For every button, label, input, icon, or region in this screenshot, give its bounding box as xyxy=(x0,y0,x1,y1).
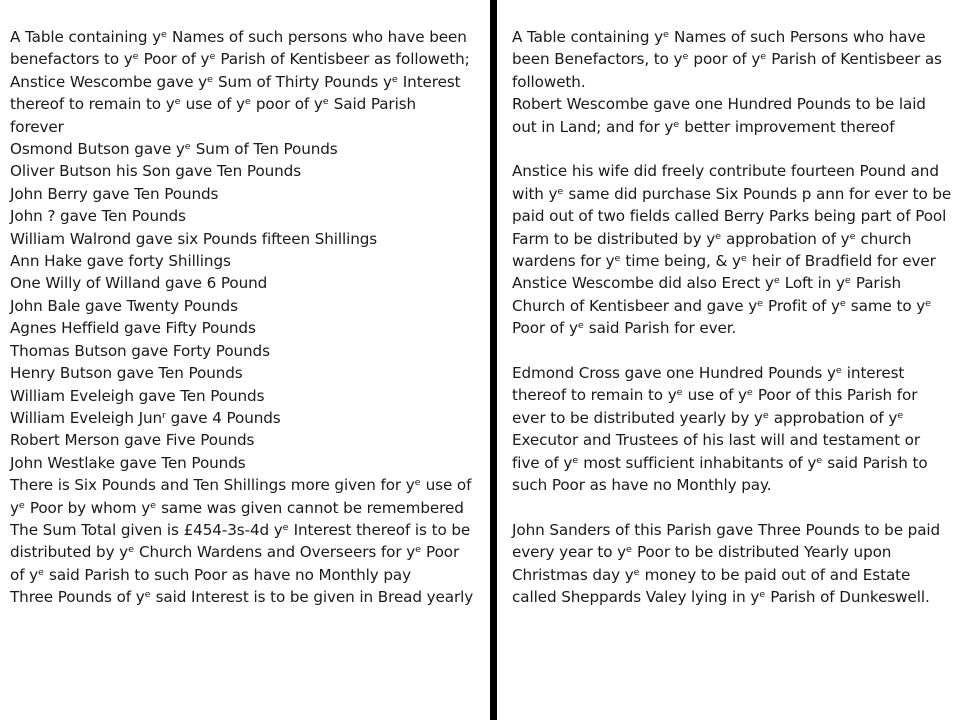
benefaction-note: There is Six Pounds and Ten Shillings more given for yᵉ use of yᵉ Poor by whom yᵉ same was given cannot be remembered xyxy=(10,476,472,517)
benefaction-entry: William Eveleigh Junʳ gave 4 Pounds xyxy=(10,408,281,427)
sum-total-note: The Sum Total given is £454-3s-4d yᵉ Interest thereof is to be distributed by yᵉ Church Wardens and Overseers for yᵉ Poor of yᵉ said Parish to such Poor as have no Monthly pay xyxy=(10,520,471,584)
benefaction-entry: Anstice his wife did freely contribute fourteen Pound and with yᵉ same did purchase Six Pounds p ann for ever to be paid out of two fields called Berry Parks being part of Pool Farm to be distributed by yᵉ approbation of yᵉ church wardens for yᵉ time being, & yᵉ heir of Bradfield for ever xyxy=(512,162,952,271)
benefaction-entry: John Sanders of this Parish gave Three Pounds to be paid every year to yᵉ Poor to be distributed Yearly upon Christmas day yᵉ money to be paid out of and Estate called Sheppards Valey lying in yᵉ Parish of Dunkeswell. xyxy=(512,520,941,607)
benefaction-entry: Edmond Cross gave one Hundred Pounds yᵉ interest thereof to remain to yᵉ use of yᵉ Poor of this Parish for ever to be distributed yearly by yᵉ approbation of yᵉ Executor and Trustees of his last will and testament or five of yᵉ most sufficient inhabitants of yᵉ said Parish to such Poor as have no Monthly pay. xyxy=(512,364,928,495)
benefaction-entry: Thomas Butson gave Forty Pounds xyxy=(10,341,270,360)
benefaction-entry: Henry Butson gave Ten Pounds xyxy=(10,364,243,383)
benefaction-entry: Ann Hake gave forty Shillings xyxy=(10,252,231,271)
right-heading: A Table containing yᵉ Names of such Persons who have been Benefactors, to yᵉ poor of yᵉ Parish of Kentisbeer as followeth. xyxy=(512,28,942,91)
benefaction-entry: William Walrond gave six Pounds fifteen Shillings xyxy=(10,229,378,248)
paragraph-gap xyxy=(512,138,952,160)
benefaction-entry: Robert Wescombe gave one Hundred Pounds to be laid out in Land; and for yᵉ better improvement thereof xyxy=(512,95,926,136)
right-column-benefactors-table xyxy=(512,26,952,609)
benefaction-entry: Oliver Butson his Son gave Ten Pounds xyxy=(10,162,302,181)
benefaction-entry: Robert Merson gave Five Pounds xyxy=(10,431,255,450)
bread-note: Three Pounds of yᵉ said Interest is to be given in Bread yearly xyxy=(10,588,474,607)
benefaction-entry: John Berry gave Ten Pounds xyxy=(10,184,219,203)
column-divider xyxy=(490,0,497,720)
benefaction-entry: Agnes Heffield gave Fifty Pounds xyxy=(10,319,256,338)
benefaction-entry: Anstice Wescombe did also Erect yᵉ Loft in yᵉ Parish Church of Kentisbeer and gave yᵉ Profit of yᵉ same to yᵉ Poor of yᵉ said Parish for ever. xyxy=(512,274,932,338)
benefaction-entry: Osmond Butson gave yᵉ Sum of Ten Pounds xyxy=(10,140,338,159)
benefaction-entry: John Bale gave Twenty Pounds xyxy=(10,296,238,315)
paragraph-gap xyxy=(512,340,952,362)
left-column-benefactors-table xyxy=(10,26,474,609)
benefaction-entry: John Westlake gave Ten Pounds xyxy=(10,453,246,472)
benefaction-entry: William Eveleigh gave Ten Pounds xyxy=(10,386,265,405)
benefaction-entry: Anstice Wescombe gave yᵉ Sum of Thirty Pounds yᵉ Interest thereof to remain to yᵉ use of yᵉ poor of yᵉ Said Parish forever xyxy=(10,72,461,136)
paragraph-gap xyxy=(512,497,952,519)
benefaction-entry: One Willy of Willand gave 6 Pound xyxy=(10,274,268,293)
left-heading: A Table containing yᵉ Names of such persons who have been benefactors to yᵉ Poor of yᵉ Parish of Kentisbeer as followeth; xyxy=(10,28,470,69)
benefaction-entry: John ? gave Ten Pounds xyxy=(10,207,186,226)
